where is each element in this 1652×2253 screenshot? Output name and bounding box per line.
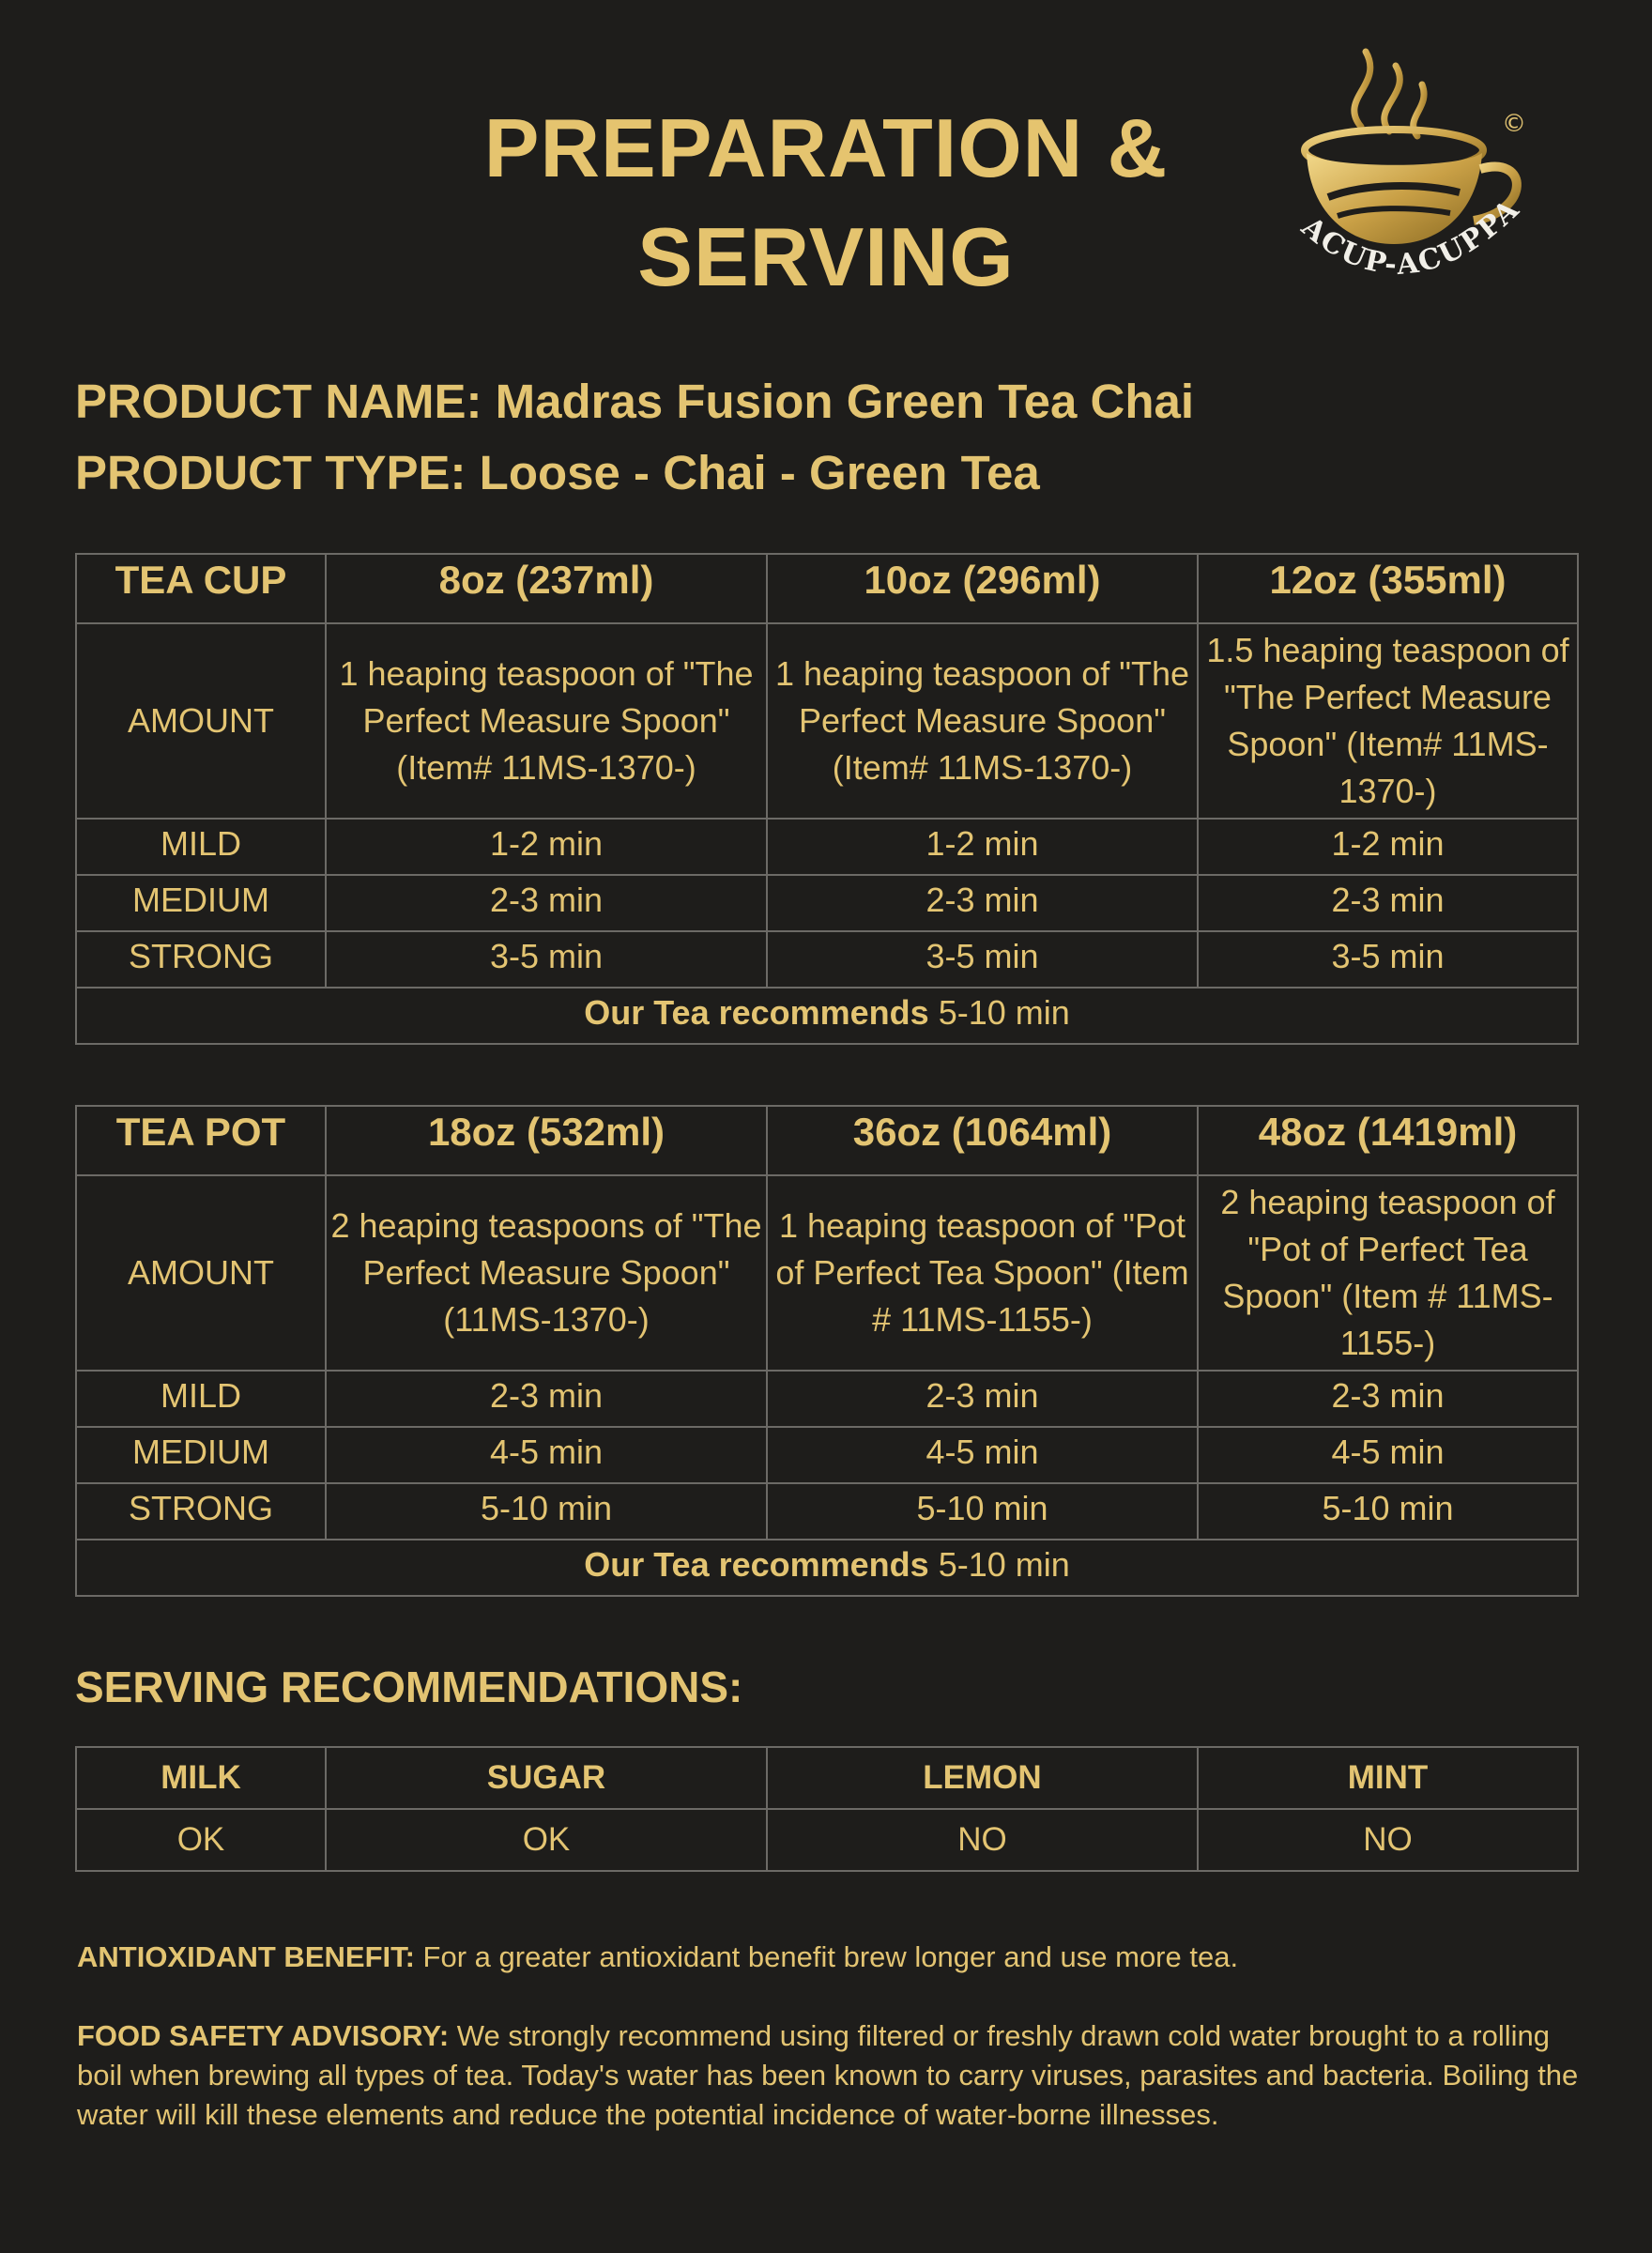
strength-label: MILD (76, 1371, 326, 1427)
tea-pot-recommend-row (76, 1540, 1578, 1596)
serving-header-milk: MILK (76, 1747, 326, 1809)
tea-pot-header-row (76, 1106, 1578, 1175)
tea-pot-header-size: 18oz (532ml) (326, 1106, 767, 1175)
title-line-1: PREPARATION & (483, 101, 1169, 194)
brew-time-cell: 5-10 min (1198, 1483, 1578, 1540)
tea-cup-strong-row (76, 931, 1578, 988)
brew-time-cell: 4-5 min (1198, 1427, 1578, 1483)
serving-value-sugar: OK (326, 1809, 767, 1871)
serving-table (75, 1746, 1579, 1872)
serving-header-mint: MINT (1198, 1747, 1578, 1809)
brew-time-cell: 1-2 min (1198, 819, 1578, 875)
tea-cup-amount-row (76, 623, 1578, 819)
tea-pot-medium-row (76, 1427, 1578, 1483)
brand-logo (1272, 42, 1553, 314)
copyright-icon: © (1502, 110, 1526, 138)
serving-header-row (76, 1747, 1578, 1809)
tea-cup-recommend-row (76, 988, 1578, 1044)
amount-cell: 1.5 heaping teaspoon of "The Perfect Measure Spoon" (Item# 11MS-1370-) (1198, 623, 1578, 819)
brew-time-cell: 2-3 min (1198, 1371, 1578, 1427)
brew-time-cell: 2-3 min (767, 875, 1198, 931)
recommend-label: Our Tea recommends (584, 993, 929, 1032)
brew-time-cell: 5-10 min (767, 1483, 1198, 1540)
strength-label: MILD (76, 819, 326, 875)
tea-pot-table (75, 1105, 1579, 1597)
brew-time-cell: 2-3 min (767, 1371, 1198, 1427)
tea-pot-strong-row (76, 1483, 1578, 1540)
title-line-2: SERVING (637, 210, 1015, 303)
tea-cup-medium-row (76, 875, 1578, 931)
antioxidant-text: For a greater antioxidant benefit brew longer and use more tea. (414, 1940, 1239, 1973)
product-name: PRODUCT NAME: Madras Fusion Green Tea Chai (75, 375, 1195, 428)
strength-label: STRONG (76, 931, 326, 988)
brew-time-cell: 2-3 min (1198, 875, 1578, 931)
amount-cell: 1 heaping teaspoon of "The Perfect Measure Spoon" (Item# 11MS-1370-) (326, 623, 767, 819)
brew-time-cell: 1-2 min (767, 819, 1198, 875)
steam-icon (1354, 52, 1424, 136)
brew-time-cell: 2-3 min (326, 1371, 767, 1427)
brew-time-cell: 2-3 min (326, 875, 767, 931)
strength-label: MEDIUM (76, 875, 326, 931)
brew-time-cell: 3-5 min (1198, 931, 1578, 988)
amount-label: AMOUNT (76, 623, 326, 819)
antioxidant-note (77, 1938, 1588, 1977)
recommendation-cell (76, 988, 1578, 1044)
food-safety-note (77, 2016, 1588, 2135)
brew-time-cell: 3-5 min (326, 931, 767, 988)
tea-cup-header-label: TEA CUP (76, 554, 326, 623)
tea-pot-header-label: TEA POT (76, 1106, 326, 1175)
brew-time-cell: 5-10 min (326, 1483, 767, 1540)
brew-time-cell: 4-5 min (767, 1427, 1198, 1483)
amount-label: AMOUNT (76, 1175, 326, 1371)
tea-cup-mild-row (76, 819, 1578, 875)
tea-pot-header-size: 36oz (1064ml) (767, 1106, 1198, 1175)
serving-title: SERVING RECOMMENDATIONS: (75, 1663, 743, 1711)
food-safety-text: We strongly recommend using filtered or freshly drawn cold water brought to a rolling boil when brewing all types of tea. Today's water has been known to carry viruses, parasites and bacteria. Boiling the water will kill these elements and reduce the potential incidence of water-borne illnesses. (77, 2019, 1579, 2131)
tea-cup-header-row (76, 554, 1578, 623)
serving-value-milk: OK (76, 1809, 326, 1871)
amount-cell: 2 heaping teaspoon of "Pot of Perfect Tea Spoon" (Item # 11MS-1155-) (1198, 1175, 1578, 1371)
page-title (357, 94, 1295, 312)
product-type: PRODUCT TYPE: Loose - Chai - Green Tea (75, 446, 1040, 499)
serving-value-lemon: NO (767, 1809, 1198, 1871)
amount-cell: 2 heaping teaspoons of "The Perfect Measure Spoon" (11MS-1370-) (326, 1175, 767, 1371)
tea-pot-header-size: 48oz (1419ml) (1198, 1106, 1578, 1175)
serving-value-mint: NO (1198, 1809, 1578, 1871)
antioxidant-label: ANTIOXIDANT BENEFIT: (77, 1940, 415, 1973)
logo-brand-text: ACUP-ACUPPA (1294, 192, 1527, 283)
recommend-value: 5-10 min (928, 1545, 1070, 1584)
amount-cell: 1 heaping teaspoon of "Pot of Perfect Tea Spoon" (Item # 11MS-1155-) (767, 1175, 1198, 1371)
strength-label: STRONG (76, 1483, 326, 1540)
brew-time-cell: 3-5 min (767, 931, 1198, 988)
serving-value-row (76, 1809, 1578, 1871)
tea-cup-header-size: 10oz (296ml) (767, 554, 1198, 623)
tea-pot-mild-row (76, 1371, 1578, 1427)
serving-header-sugar: SUGAR (326, 1747, 767, 1809)
tea-cup-header-size: 12oz (355ml) (1198, 554, 1578, 623)
amount-cell: 1 heaping teaspoon of "The Perfect Measure Spoon" (Item# 11MS-1370-) (767, 623, 1198, 819)
food-safety-label: FOOD SAFETY ADVISORY: (77, 2019, 450, 2052)
serving-header-lemon: LEMON (767, 1747, 1198, 1809)
strength-label: MEDIUM (76, 1427, 326, 1483)
brew-time-cell: 4-5 min (326, 1427, 767, 1483)
brew-time-cell: 1-2 min (326, 819, 767, 875)
tea-pot-amount-row (76, 1175, 1578, 1371)
recommend-value: 5-10 min (928, 993, 1070, 1032)
tea-cup-header-size: 8oz (237ml) (326, 554, 767, 623)
tea-cup-table (75, 553, 1579, 1045)
recommendation-cell (76, 1540, 1578, 1596)
recommend-label: Our Tea recommends (584, 1545, 929, 1584)
